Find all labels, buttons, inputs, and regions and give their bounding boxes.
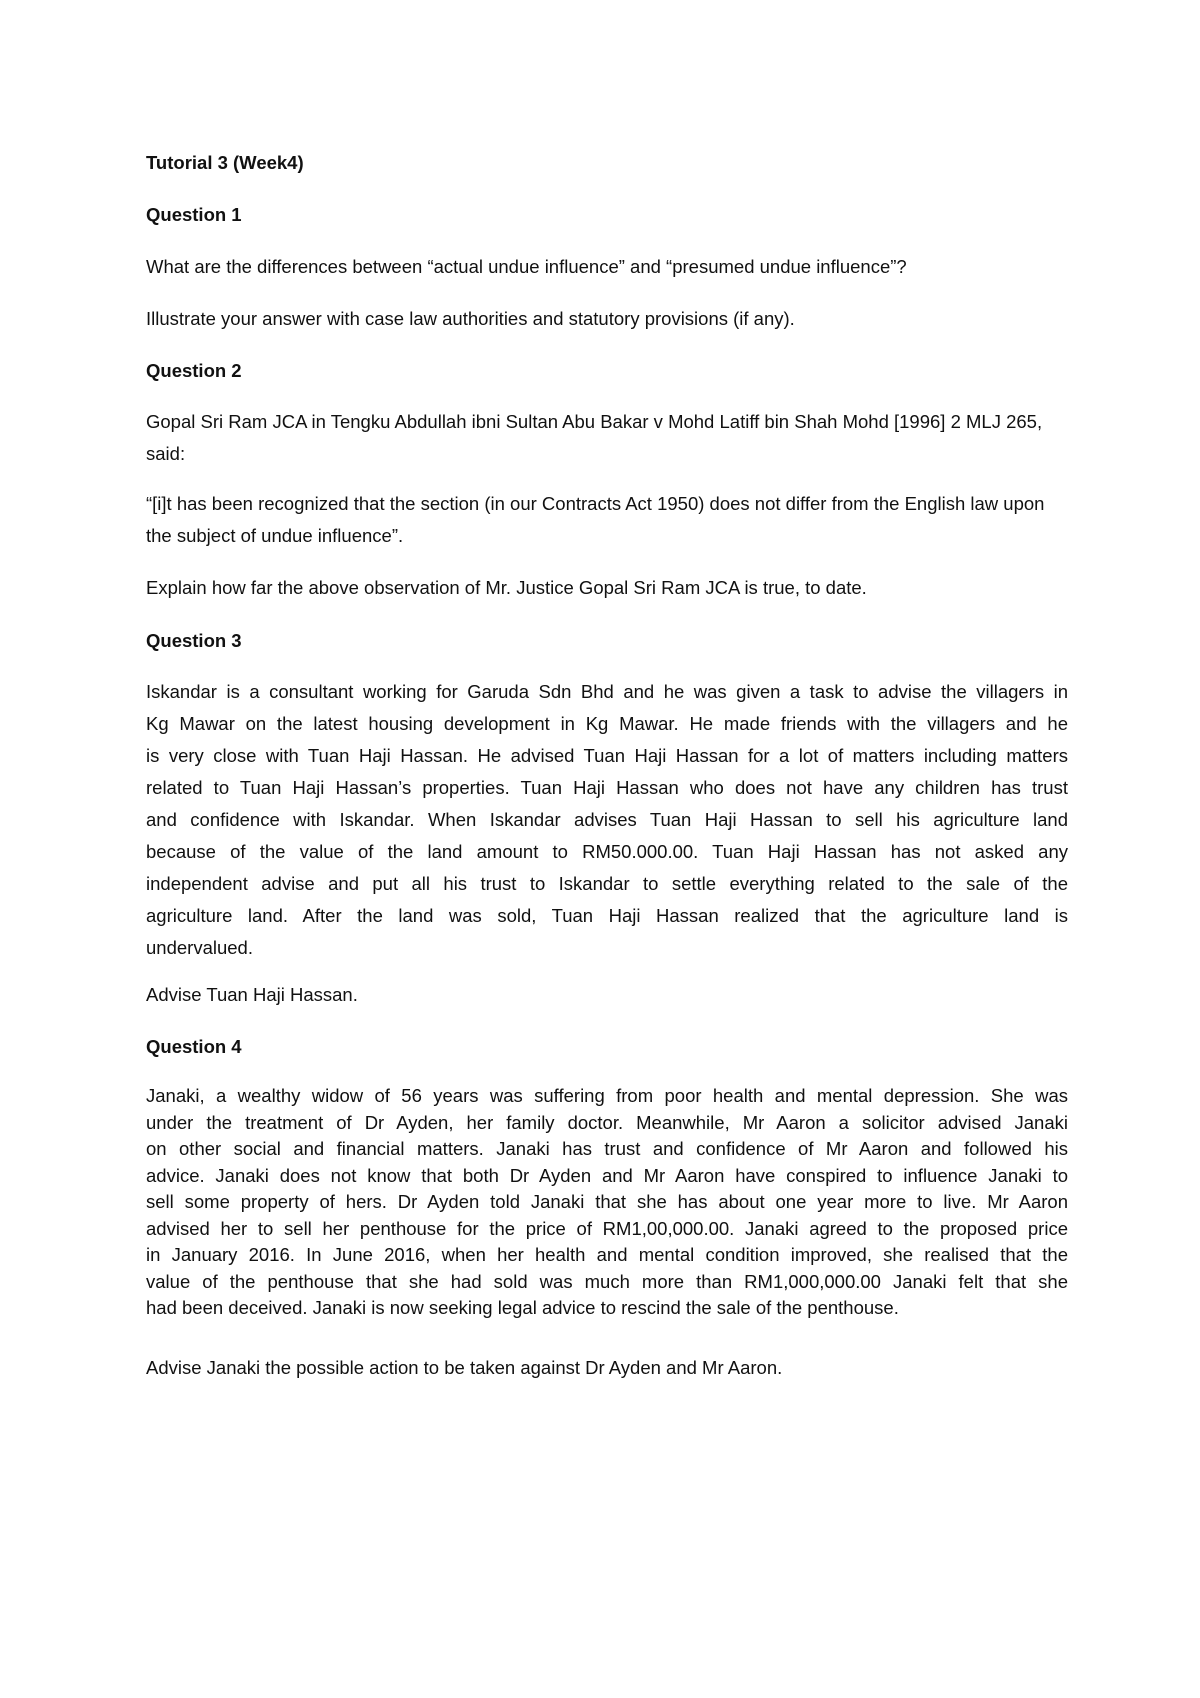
scenario-line: on other social and financial matters. Janaki has trust and confidence of Mr Aaron and followed his: [146, 1138, 1068, 1159]
scenario-line: advice. Janaki does not know that both Dr Ayden and Mr Aaron have conspired to influence Janaki to: [146, 1164, 1068, 1186]
scenario-line: in January 2016. In June 2016, when her health and mental condition improved, she realised that the: [146, 1244, 1068, 1265]
scenario-line: Janaki, a wealthy widow of 56 years was suffering from poor health and mental depression. She was: [146, 1085, 1068, 1106]
scenario-line: Iskandar is a consultant working for Garuda Sdn Bhd and he was given a task to advise the villagers in: [146, 681, 1068, 702]
question-2-paragraph: Explain how far the above observation of Mr. Justice Gopal Sri Ram JCA is true, to date.: [146, 577, 867, 598]
question-2-heading: Question 2: [146, 360, 242, 381]
question-4-scenario: [146, 1083, 1068, 1322]
scenario-line: agriculture land. After the land was sold, Tuan Haji Hassan realized that the agriculture land is: [146, 905, 1068, 926]
scenario-line: undervalued.: [146, 937, 253, 958]
scenario-line: under the treatment of Dr Ayden, her family doctor. Meanwhile, Mr Aaron a solicitor advised Janaki: [146, 1111, 1068, 1133]
question-2-paragraph: Gopal Sri Ram JCA in Tengku Abdullah ibni Sultan Abu Bakar v Mohd Latiff bin Shah Mohd [1996] 2 MLJ 265, said:: [146, 411, 1043, 464]
scenario-line: value of the penthouse that she had sold was much more than RM1,000,000.00 Janaki felt that she: [146, 1270, 1068, 1292]
tutorial-title: Tutorial 3 (Week4): [146, 152, 304, 173]
scenario-line: advised her to sell her penthouse for the price of RM1,00,000.00. Janaki agreed to the proposed price: [146, 1217, 1068, 1239]
scenario-line: independent advise and put all his trust to Iskandar to settle everything related to the sale of the: [146, 873, 1068, 894]
question-2-quote: “[i]t has been recognized that the section (in our Contracts Act 1950) does not differ from the English law upon the subject of undue influence”.: [146, 493, 1045, 546]
scenario-line: because of the value of the land amount to RM50.000.00. Tuan Haji Hassan has not asked any: [146, 841, 1068, 862]
scenario-line: is very close with Tuan Haji Hassan. He advised Tuan Haji Hassan for a lot of matters including matters: [146, 745, 1068, 766]
scenario-line: Kg Mawar on the latest housing development in Kg Mawar. He made friends with the villagers and he: [146, 713, 1068, 734]
question-4-closing: Advise Janaki the possible action to be taken against Dr Ayden and Mr Aaron.: [146, 1357, 783, 1378]
question-1-paragraph: What are the differences between “actual undue influence” and “presumed undue influence”?: [146, 256, 907, 277]
question-3-closing: Advise Tuan Haji Hassan.: [146, 984, 358, 1005]
question-3-scenario: [146, 676, 1068, 964]
question-3-heading: Question 3: [146, 630, 242, 651]
scenario-line: sell some property of hers. Dr Ayden told Janaki that she has about one year more to live. Mr Aaron: [146, 1191, 1068, 1212]
scenario-line: had been deceived. Janaki is now seeking legal advice to rescind the sale of the penthouse.: [146, 1297, 899, 1318]
scenario-line: related to Tuan Haji Hassan’s properties. Tuan Haji Hassan who does not have any children has trust: [146, 777, 1068, 798]
question-1-heading: Question 1: [146, 204, 242, 225]
scenario-line: and confidence with Iskandar. When Iskandar advises Tuan Haji Hassan to sell his agriculture land: [146, 809, 1068, 830]
question-1-paragraph: Illustrate your answer with case law authorities and statutory provisions (if any).: [146, 308, 795, 329]
question-4-heading: Question 4: [146, 1036, 242, 1057]
